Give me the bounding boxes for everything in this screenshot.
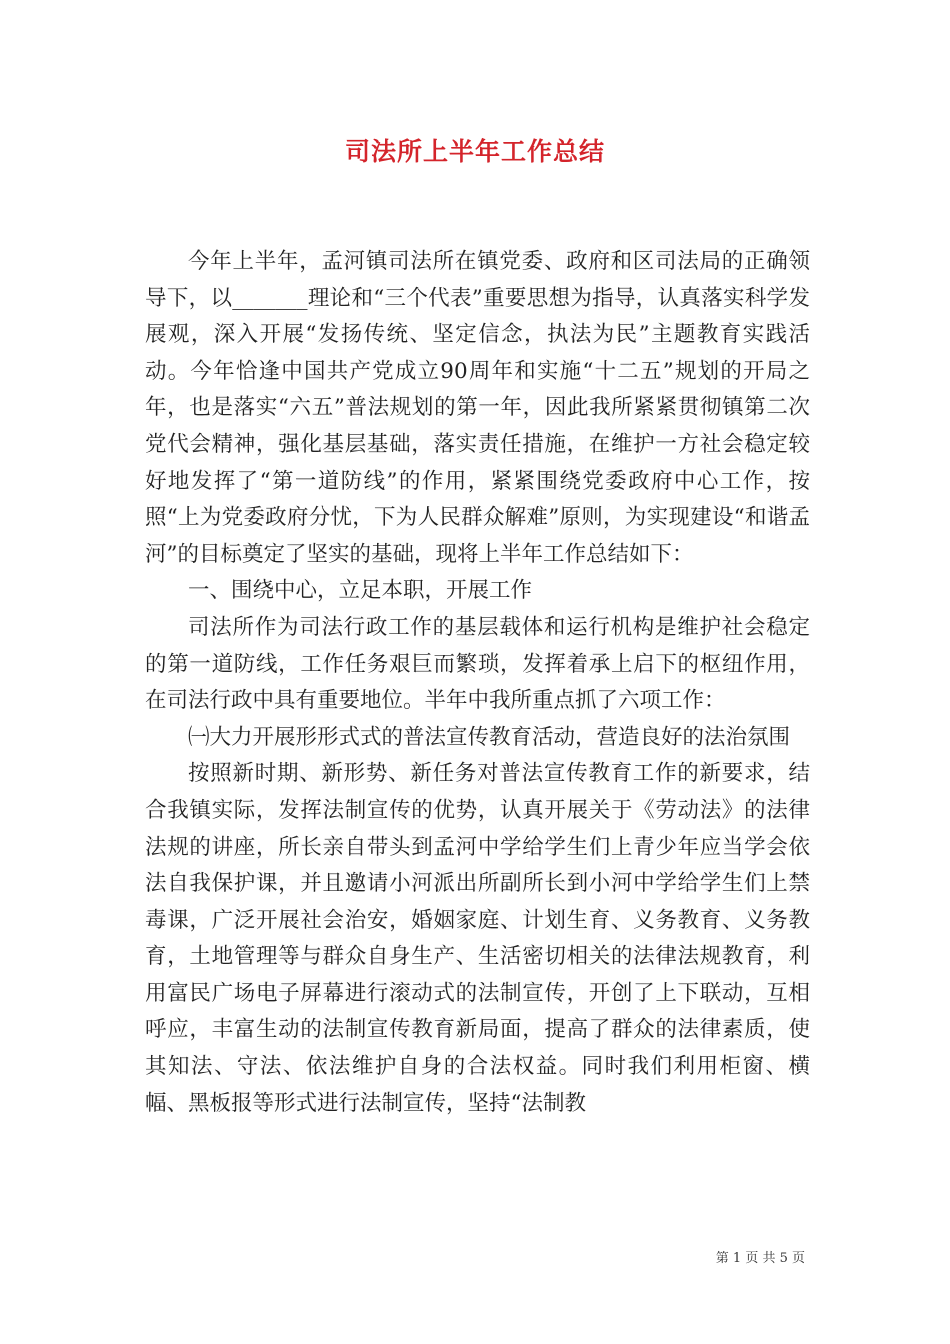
document-body [145,244,810,1122]
paragraph-role: 司法所作为司法行政工作的基层载体和运行机构是维护社会稳定的第一道防线，工作任务艰巨而繁琐，发挥着承上启下的枢纽作用，在司法行政中具有重要地位。半年中我所重点抓了六项工作： [145,614,810,714]
page-number-footer: 第 1 页 共 5 页 [715,1251,805,1266]
paragraph-intro: 今年上半年，孟河镇司法所在镇党委、政府和区司法局的正确领导下，以_______理论和“三个代表”重要思想为指导，认真落实科学发展观，深入开展“发扬传统、坚定信念，执法为民”主题教育实践活动。今年恰逢中国共产党成立90周年和实施“十二五”规划的开局之年，也是落实“六五”普法规划的第一年，因此我所紧紧贯彻镇第二次党代会精神，强化基层基础，落实责任措施，在维护一方社会稳定较好地发挥了“第一道防线”的作用，紧紧围绕党委政府中心工作，按照“上为党委政府分忧，下为人民群众解难”原则，为实现建设“和谐孟河”的目标奠定了坚实的基础，现将上半年工作总结如下： [145,249,810,567]
subsection-heading: ㈠大力开展形形式式的普法宣传教育活动，营造良好的法治氛围 [188,724,791,750]
paragraph-publicity: 按照新时期、新形势、新任务对普法宣传教育工作的新要求，结合我镇实际，发挥法制宣传的优势，认真开展关于《劳动法》的法律法规的讲座，所长亲自带头到孟河中学给学生们上青少年应当学会依法自我保护课，并且邀请小河派出所副所长到小河中学给学生们上禁毒课，广泛开展社会治安，婚姻家庭、计划生育、义务教育、义务教育，土地管理等与群众自身生产、生活密切相关的法律法规教育，利用富民广场电子屏幕进行滚动式的法制宣传，开创了上下联动，互相呼应，丰富生动的法制宣传教育新局面，提高了群众的法律素质，使其知法、守法、依法维护自身的合法权益。同时我们利用柜窗、横幅、黑板报等形式进行法制宣传，坚持“法制教 [145,761,810,1116]
section-heading: 一、围绕中心，立足本职，开展工作 [188,578,533,604]
document-title: 司法所上半年工作总结 [344,137,605,166]
